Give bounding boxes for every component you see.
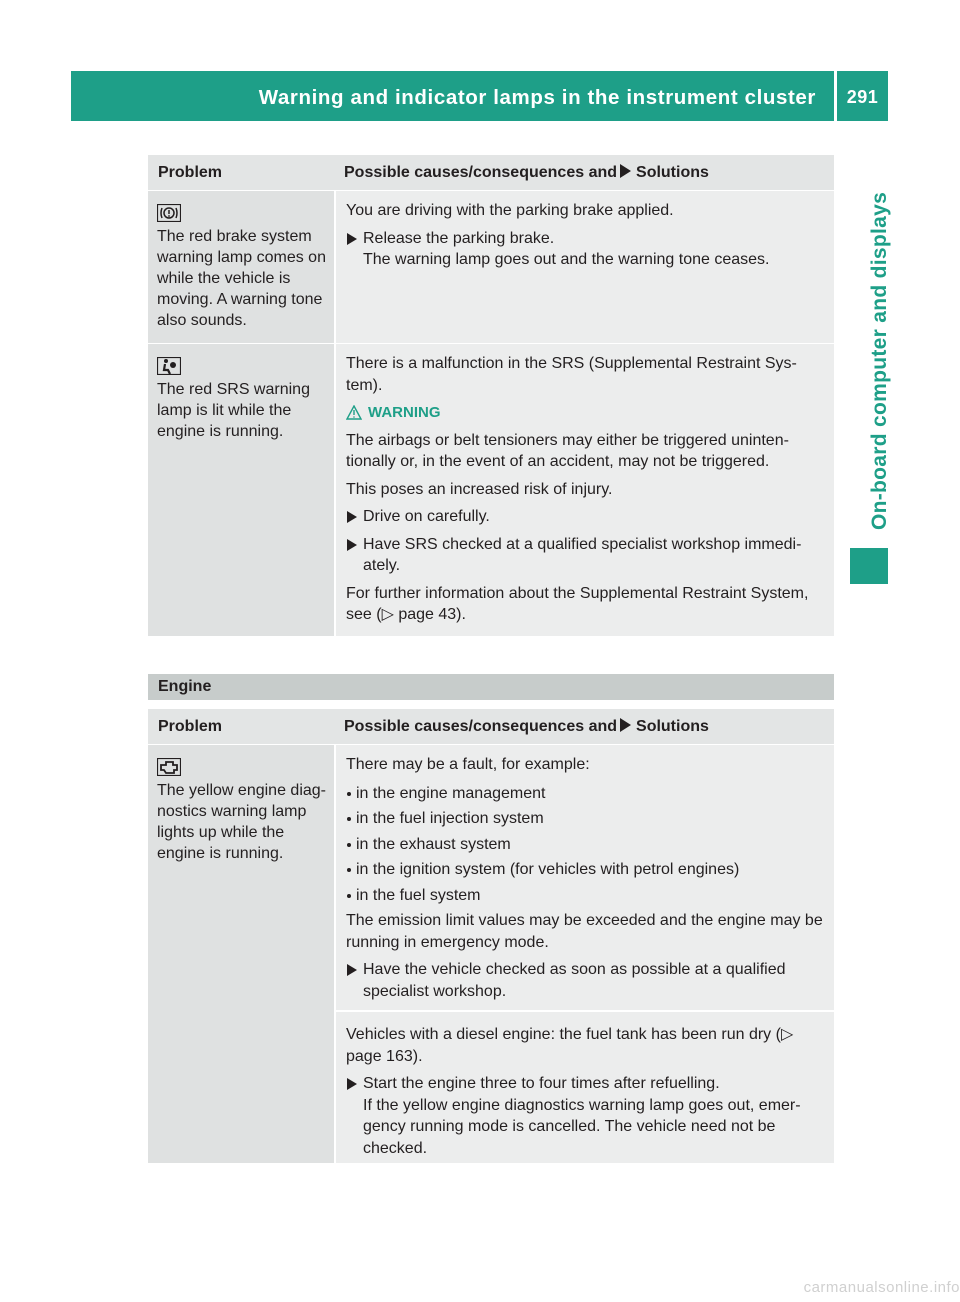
header-bar	[71, 71, 834, 121]
problem-cell	[148, 191, 334, 343]
warning-text: The airbags or belt tensioners may either be triggered uninten-tionally or, in the event of an accident, may not be triggered.	[346, 431, 789, 470]
cause-text: You are driving with the parking brake applied.	[346, 202, 674, 219]
column-solutions-prefix: Possible causes/consequences and	[344, 717, 618, 735]
column-problem: Problem	[158, 717, 223, 735]
table-header	[148, 709, 834, 744]
list-item: in the ignition system (for vehicles with petrol engines)	[346, 859, 828, 881]
divider	[336, 1010, 834, 1012]
table-row	[148, 190, 834, 343]
brake-warning-icon	[157, 201, 330, 223]
page-title: Warning and indicator lamps in the instrument cluster	[258, 86, 816, 109]
action-text: Release the parking brake.	[363, 229, 555, 247]
problem-cell	[148, 745, 334, 1163]
page-number: 291	[846, 87, 879, 107]
warning-triangle-icon	[346, 405, 362, 420]
problem-text: The red brake system warning lamp comes on while the vehicle is moving. A warning tone also sounds.	[157, 228, 326, 329]
table-row	[148, 744, 834, 1163]
srs-airbag-icon	[157, 354, 330, 376]
side-tab-marker	[850, 548, 888, 584]
intro-text: Vehicles with a diesel engine: the fuel tank has been run dry (▷ page 163).	[346, 1026, 794, 1065]
action-item: Have the vehicle checked as soon as possible at a qualified specialist workshop.	[346, 959, 828, 1002]
further-info[interactable]: For further information about the Supplemental Restraint System, see (▷ page 43).	[346, 584, 809, 623]
list-item: in the exhaust system	[346, 834, 828, 856]
problem-text: The red SRS warning lamp is lit while the engine is running.	[157, 381, 310, 440]
action-arrow-icon	[620, 718, 631, 732]
warning-label: WARNING	[368, 404, 441, 421]
risk-text: This poses an increased risk of injury.	[346, 480, 613, 498]
column-solutions-prefix: Possible causes/consequences and	[344, 163, 618, 181]
page-number-box	[837, 71, 888, 121]
intro-text: There may be a fault, for example:	[346, 756, 590, 773]
action-result: The warning lamp goes out and the warning tone ceases.	[363, 251, 770, 268]
list-item: in the engine management	[346, 783, 828, 805]
action-item: Drive on carefully.	[346, 506, 828, 528]
engine-table	[148, 709, 834, 1163]
column-problem: Problem	[158, 163, 223, 181]
column-solutions-suffix: Solutions	[636, 717, 709, 735]
solution-cell	[334, 191, 834, 343]
watermark: carmanualsonline.info	[803, 1279, 960, 1296]
table-row	[148, 343, 834, 636]
list-item: in the fuel system	[346, 885, 828, 907]
action-arrow-icon	[620, 164, 631, 178]
side-tab	[850, 170, 891, 530]
list-item: in the fuel injection system	[346, 808, 828, 830]
column-solutions	[334, 718, 709, 736]
engine-diagnostics-icon	[157, 755, 330, 777]
consequence-text: The emission limit values may be exceeded and the engine may be running in emergency mode.	[346, 912, 823, 951]
action-item	[346, 228, 828, 271]
column-solutions	[334, 164, 709, 182]
warning-table	[148, 155, 834, 636]
warning-heading	[346, 402, 828, 424]
solution-cell	[334, 344, 834, 636]
action-item	[346, 1073, 828, 1159]
side-tab-label: On-board computer and displays	[868, 191, 891, 530]
problem-cell	[148, 344, 334, 636]
action-item: Have SRS checked at a qualified specialist workshop immedi-ately.	[346, 534, 828, 577]
solution-cell	[334, 745, 834, 1163]
section-title: Engine	[158, 678, 212, 695]
action-text: Start the engine three to four times after refuelling.	[363, 1075, 720, 1092]
cause-text: There is a malfunction in the SRS (Supplemental Restraint Sys-tem).	[346, 355, 797, 394]
action-result: If the yellow engine diagnostics warning lamp goes out, emer-gency running mode is cancelled. The vehicle need not be checked.	[363, 1096, 801, 1157]
table-header	[148, 155, 834, 190]
section-header	[148, 674, 834, 700]
problem-text: The yellow engine diag-nostics warning lamp lights up while the engine is running.	[157, 782, 326, 862]
column-solutions-suffix: Solutions	[636, 163, 709, 181]
